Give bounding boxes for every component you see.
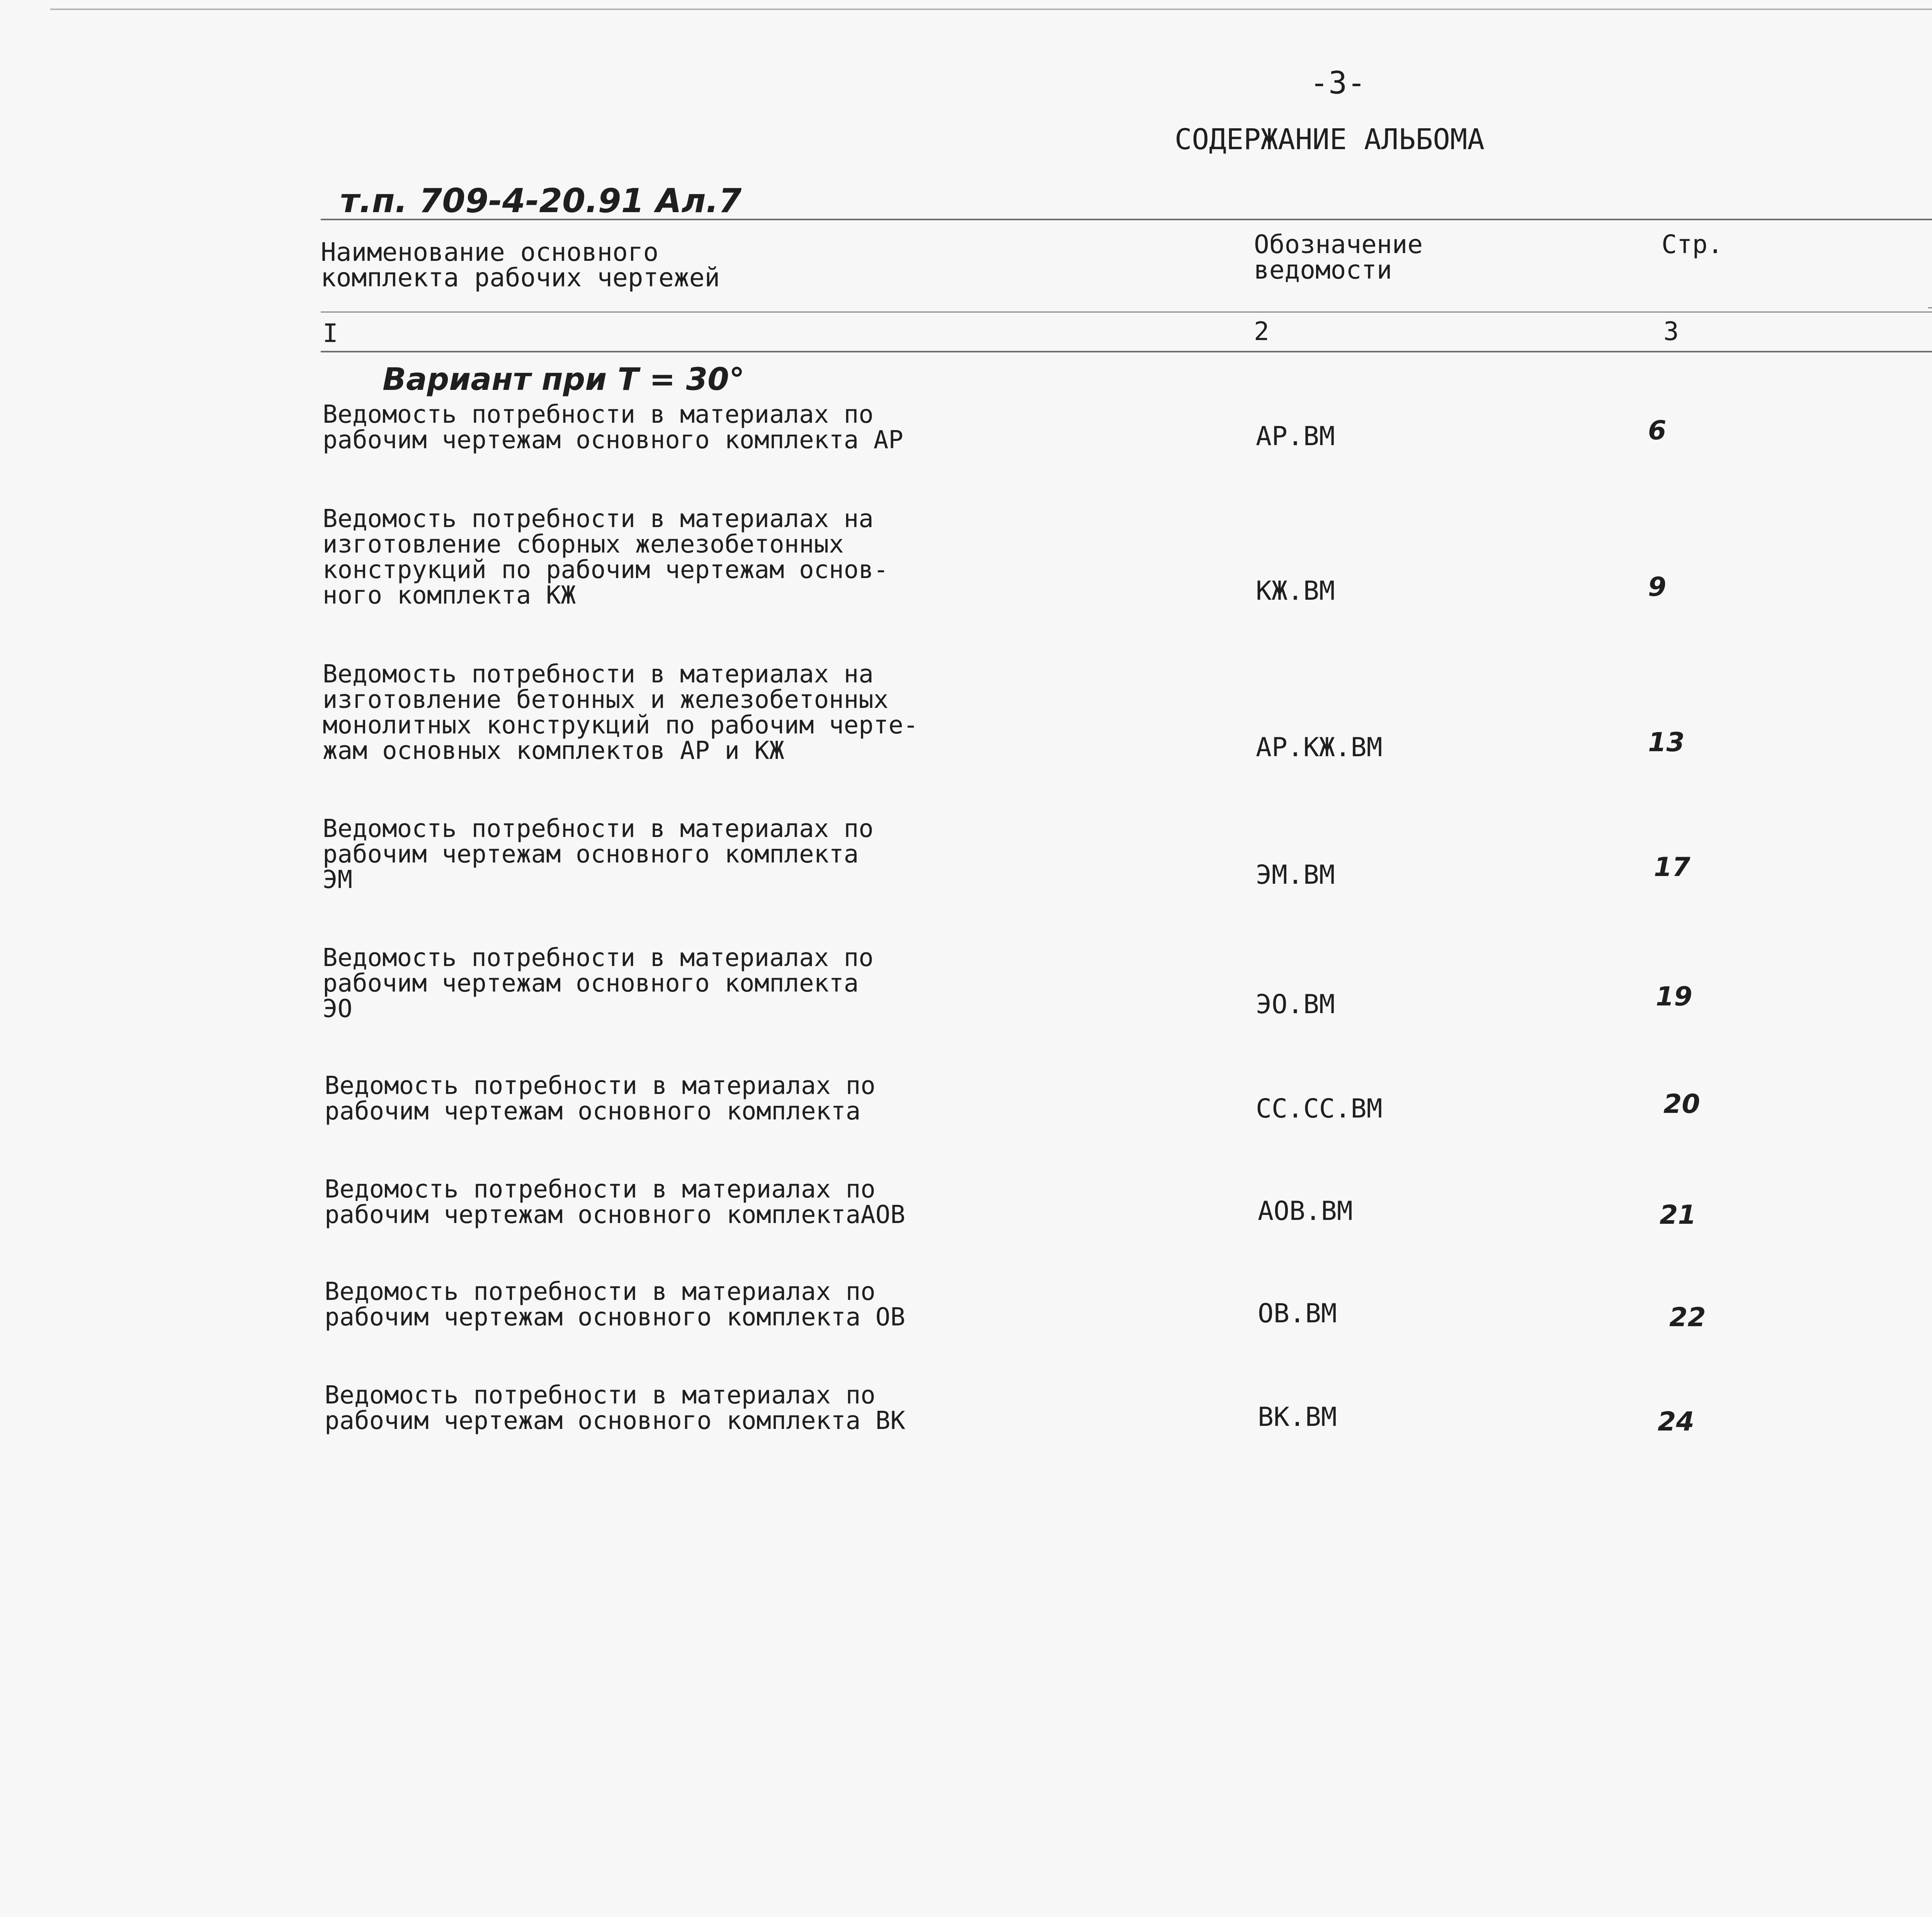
project-reference: т.п. 709-4-20.91 Ал.7 — [340, 182, 742, 220]
row-9-designation: ВК.ВМ — [1258, 1402, 1337, 1432]
column-number-2: 2 — [1254, 316, 1269, 346]
row-1-name: Ведомость потребности в материалах по рабочим чертежам основного комплекта АР — [323, 400, 903, 454]
row-4-page: 17 — [1654, 852, 1690, 883]
row-9-name: Ведомость потребности в материалах по рабочим чертежам основного комплекта ВК — [325, 1381, 905, 1435]
row-3-name: Ведомость потребности в материалах на изготовление бетонных и железобетонных монолитных конструкций по рабочим черте- жам основных комплектов АР и КЖ — [323, 660, 918, 765]
page-number: -3- — [1310, 65, 1366, 101]
row-7-designation: АОВ.ВМ — [1258, 1196, 1353, 1226]
scan-edge-line — [50, 9, 1932, 10]
row-8-name: Ведомость потребности в материалах по рабочим чертежам основного комплекта ОВ — [325, 1277, 905, 1332]
row-1-designation: АР.ВМ — [1256, 421, 1335, 452]
row-6-name: Ведомость потребности в материалах по рабочим чертежам основного комплекта — [325, 1072, 876, 1126]
column-number-1: I — [323, 318, 338, 348]
row-2-page: 9 — [1648, 572, 1667, 602]
row-9-page: 24 — [1658, 1407, 1694, 1437]
row-6-designation: СС.СС.ВМ — [1256, 1094, 1383, 1124]
header-bottom-rule — [321, 351, 1932, 352]
row-6-page: 20 — [1663, 1089, 1700, 1119]
row-8-designation: ОВ.ВМ — [1258, 1298, 1337, 1329]
row-3-page: 13 — [1648, 727, 1685, 758]
row-4-designation: ЭМ.ВМ — [1256, 860, 1335, 890]
header-mid-rule — [321, 311, 1932, 313]
column-header-page: Стр. — [1662, 230, 1723, 259]
row-4-name: Ведомость потребности в материалах по рабочим чертежам основного комплекта ЭМ — [323, 815, 874, 894]
row-3-designation: АР.КЖ.ВМ — [1256, 732, 1383, 763]
row-7-page: 21 — [1660, 1200, 1696, 1230]
column-header-name: Наименование основного комплекта рабочих чертежей — [321, 237, 720, 293]
page-title: СОДЕРЖАНИЕ АЛЬБОМА — [1175, 123, 1485, 156]
row-2-name: Ведомость потребности в материалах на изготовление сборных железобетонных конструкций по рабочим чертежам основ- ного комплекта КЖ — [323, 505, 889, 610]
column-number-3: 3 — [1663, 316, 1679, 346]
row-5-name: Ведомость потребности в материалах по рабочим чертежам основного комплекта ЭО — [323, 944, 874, 1023]
row-1-page: 6 — [1648, 415, 1667, 446]
column-header-designation: Обозначение ведомости — [1254, 230, 1423, 285]
header-top-rule — [321, 219, 1932, 220]
row-2-designation: КЖ.ВМ — [1256, 576, 1335, 606]
row-5-designation: ЭО.ВМ — [1256, 989, 1335, 1020]
variant-label: Вариант при Т = 30° — [383, 361, 745, 397]
row-8-page: 22 — [1669, 1302, 1706, 1333]
header-mid-rule-right — [1928, 307, 1932, 308]
row-7-name: Ведомость потребности в материалах по рабочим чертежам основного комплектаАОВ — [325, 1175, 905, 1229]
row-5-page: 19 — [1656, 981, 1692, 1012]
